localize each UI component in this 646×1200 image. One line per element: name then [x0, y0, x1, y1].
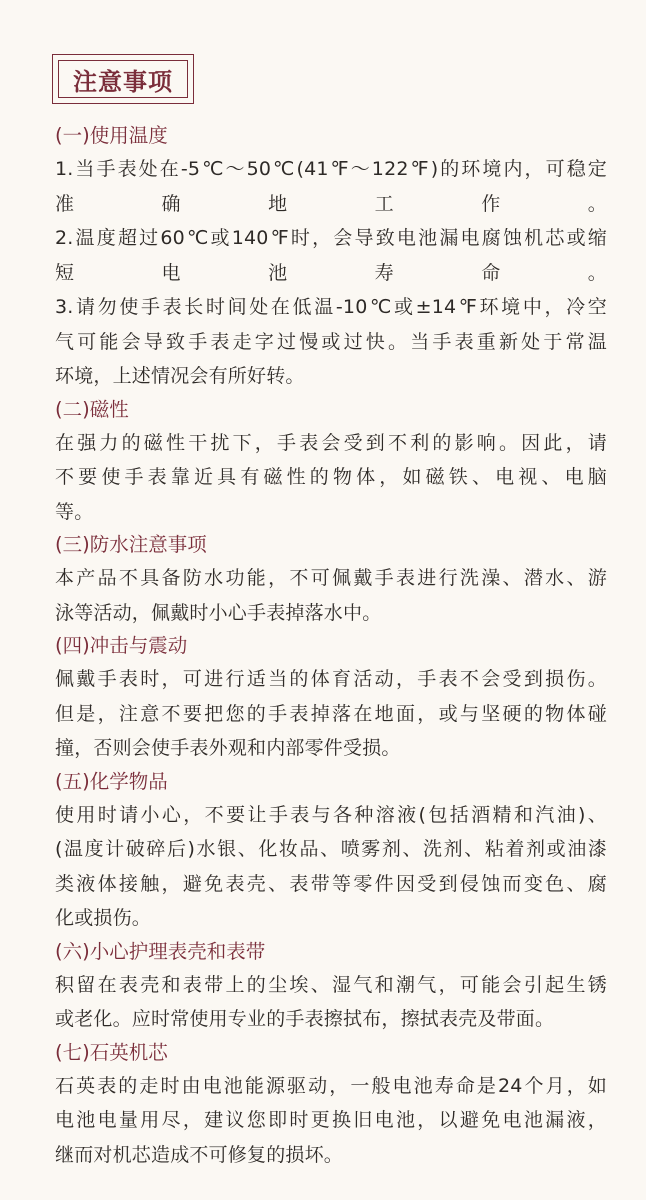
body-line: 短电池寿命。 — [55, 261, 607, 284]
body-line: 佩戴手表时，可进行适当的体育活动，手表不会受到损伤。 — [55, 668, 607, 690]
body-line: 化或损伤。 — [55, 907, 152, 929]
section — [55, 936, 607, 1037]
body-line: 使用时请小心，不要让手表与各种溶液(包括酒精和汽油)、 — [55, 803, 607, 826]
body-line: 2.温度超过60℃或140℉时，会导致电池漏电腐蚀机芯或缩 — [55, 227, 607, 249]
section-heading: (二)磁性 — [55, 397, 129, 421]
body-line: 3.请勿使手表长时间处在低温-10℃或±14℉环境中，冷空 — [55, 296, 607, 318]
section-heading: (三)防水注意事项 — [55, 533, 207, 556]
body-line: 但是，注意不要把您的手表掉落在地面，或与坚硬的物体碰 — [55, 702, 607, 725]
section-heading: (五)化学物品 — [55, 769, 168, 793]
title-frame — [52, 54, 194, 104]
body-line: 泳等活动，佩戴时小心手表掉落水中。 — [55, 601, 382, 624]
section — [55, 766, 607, 936]
section — [55, 394, 607, 530]
section — [55, 529, 607, 630]
body-line: 环境，上述情况会有所好转。 — [55, 365, 305, 387]
section — [55, 630, 607, 766]
body-line: 在强力的磁性干扰下，手表会受到不利的影响。因此，请 — [55, 431, 607, 454]
body-line: 撞，否则会使手表外观和内部零件受损。 — [55, 737, 401, 759]
body-line: 气可能会导致手表走字过慢或过快。当手表重新处于常温 — [55, 330, 607, 353]
section-heading: (四)冲击与震动 — [55, 634, 188, 657]
body-line: 本产品不具备防水功能，不可佩戴手表进行洗澡、潜水、游 — [55, 567, 607, 589]
body-line: 电池电量用尽，建议您即时更换旧电池，以避免电池漏液， — [55, 1109, 607, 1131]
body-line: 等。 — [55, 500, 94, 523]
section-heading: (一)使用温度 — [55, 124, 168, 147]
section — [55, 1037, 607, 1173]
section-heading: (六)小心护理表壳和表带 — [55, 939, 266, 963]
body-line: 或老化。应时常使用专业的手表擦拭布，擦拭表壳及带面。 — [55, 1008, 555, 1030]
body-line: 石英表的走时由电池能源驱动，一般电池寿命是24个月，如 — [55, 1074, 607, 1097]
body-line: 不要使手表靠近具有磁性的物体，如磁铁、电视、电脑 — [55, 466, 607, 488]
body-line: 准确地工作。 — [55, 192, 607, 215]
content — [55, 120, 607, 1172]
section-heading: (七)石英机芯 — [55, 1040, 168, 1064]
body-line: 类液体接触，避免表壳、表带等零件因受到侵蚀而变色、腐 — [55, 872, 607, 895]
body-line: 1.当手表处在-5℃～50℃(41℉～122℉)的环境内，可稳定 — [55, 158, 607, 180]
body-line: 积留在表壳和表带上的尘埃、湿气和潮气，可能会引起生锈 — [55, 973, 607, 996]
body-line: 继而对机芯造成不可修复的损坏。 — [55, 1143, 344, 1166]
body-line: (温度计破碎后)水银、化妆品、喷雾剂、洗剂、粘着剂或油漆 — [55, 838, 607, 860]
page-title: 注意事项 — [73, 67, 173, 96]
section — [55, 120, 607, 394]
